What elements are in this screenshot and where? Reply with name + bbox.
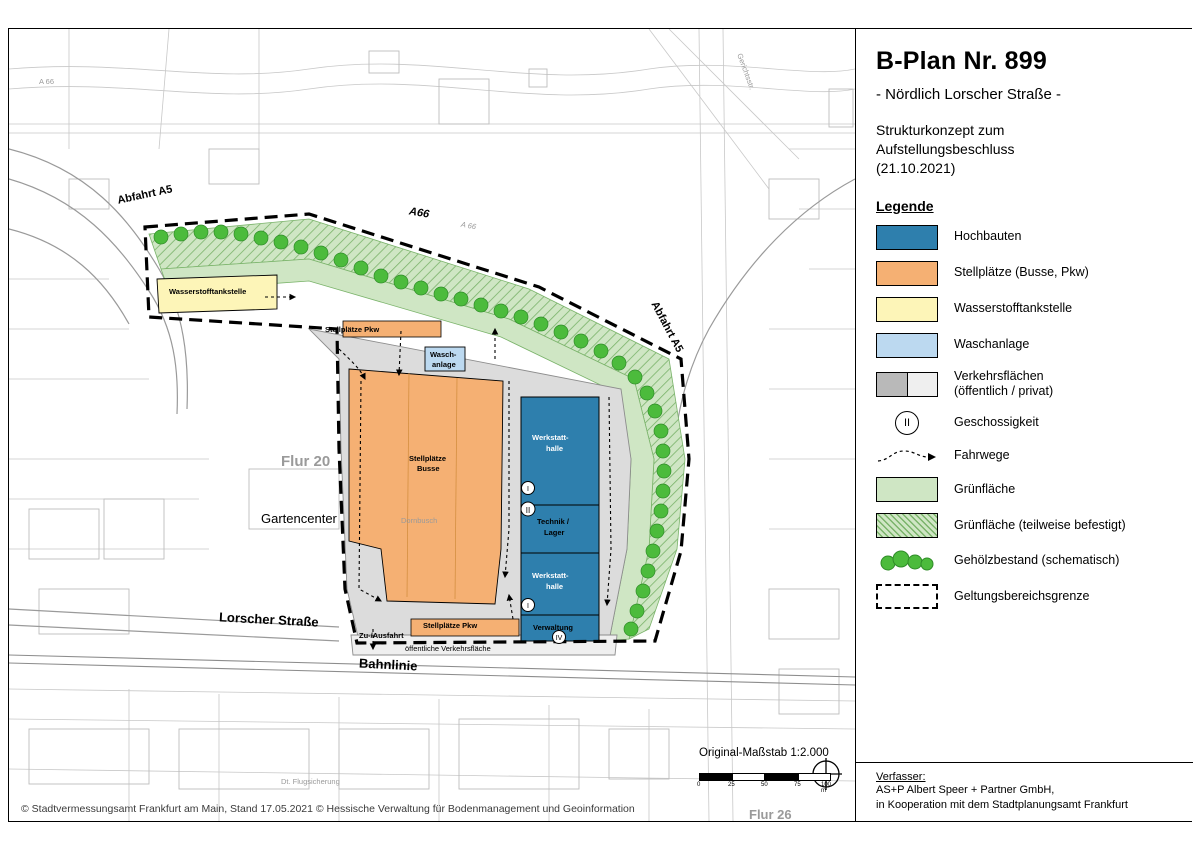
legend-label-verkehrsflaechen: Verkehrsflächen xyxy=(954,368,1044,383)
legend-symbol-geschossigkeit xyxy=(876,411,938,435)
scale-tick-25: 25 xyxy=(728,782,735,788)
map-label-zu-ausfahrt: Zu-/Ausfahrt xyxy=(359,631,404,640)
legend-item-hochbauten xyxy=(876,225,1176,250)
map-label-gerichtsstrasse: Gerichtsstr. xyxy=(735,52,757,91)
map-label-waschanlage-1: Wasch- xyxy=(430,350,457,359)
legend-swatch-wasserstofftankstelle xyxy=(876,297,938,322)
map-label-werkstatthalle-n1: Werkstatt- xyxy=(532,433,569,442)
panel-footer xyxy=(856,762,1193,821)
map-label-dt-flugsicherung: Dt. Flugsicherung xyxy=(281,777,340,786)
legend-label-hochbauten: Hochbauten xyxy=(954,229,1022,244)
legend-label-waschanlage: Waschanlage xyxy=(954,337,1030,352)
map-label-stellplaetze-busse-1: Stellplätze xyxy=(409,454,447,463)
scale-bar-graphic xyxy=(697,773,832,794)
legend-swatch-waschanlage xyxy=(876,333,938,358)
author-label: Verfasser: xyxy=(876,771,926,784)
map-label-technik-lager-1: Technik / xyxy=(537,517,569,526)
legend-label-stellplaetze: Stellplätze (Busse, Pkw) xyxy=(954,265,1089,280)
map-label-flur-26: Flur 26 xyxy=(749,807,792,821)
route-arrow-icon xyxy=(876,446,938,466)
legend-swatch-gruenflaeche xyxy=(876,477,938,502)
legend-label-gruenflaeche-befestigt: Grünfläche (teilweise befestigt) xyxy=(954,517,1126,532)
legend-swatch-gruenflaeche-befestigt xyxy=(876,513,938,538)
tree-group-icon xyxy=(876,549,938,573)
author-line-2: in Kooperation mit dem Stadtplanungsamt Frankfurt xyxy=(876,799,1128,812)
scale-text: Original-Maßstab 1:2.000 xyxy=(699,747,829,759)
legend-label-gehoelzbestand: Gehölzbestand (schematisch) xyxy=(954,553,1120,568)
legend-item-fahrwege xyxy=(876,446,1176,466)
legend-label-fahrwege: Fahrwege xyxy=(954,448,1010,463)
scale-tick-50: 50 xyxy=(761,782,768,788)
legend-swatch-verkehrsflaechen xyxy=(876,372,938,397)
map-label-abfahrt-a5-east: Abfahrt A5 xyxy=(648,299,686,355)
scale-tick-75: 75 xyxy=(794,782,801,788)
legend-label-gruenflaeche: Grünfläche xyxy=(954,481,1016,496)
legend-symbol-gehoelzbestand xyxy=(876,549,938,573)
scale-tick-0: 0 xyxy=(697,782,701,788)
plan-frame xyxy=(8,28,1192,822)
legend-item-gruenflaeche xyxy=(876,477,1176,502)
legend-item-geltungsbereichsgrenze xyxy=(876,584,1176,609)
storey-circle-icon: II xyxy=(895,411,919,435)
map-label-werkstatthalle-s1: Werkstatt- xyxy=(532,571,569,580)
svg-text:I: I xyxy=(527,486,529,493)
map-label-werkstatthalle-s2: halle xyxy=(546,582,564,591)
legend-swatch-stellplaetze xyxy=(876,261,938,286)
map-label-technik-lager-2: Lager xyxy=(544,528,565,537)
scale-bar xyxy=(697,747,849,794)
author-line-1: AS+P Albert Speer + Partner GmbH, xyxy=(876,784,1055,797)
doc-type-line-2: Aufstellungsbeschluss xyxy=(876,140,1015,157)
map-drawing xyxy=(9,29,855,821)
map-label-stellplaetze-busse-2: Busse xyxy=(417,464,440,473)
page-subtitle: - Nördlich Lorscher Straße - xyxy=(876,86,1062,103)
legend-label-geschossigkeit: Geschossigkeit xyxy=(954,415,1039,430)
map-source-note: © Stadtvermessungsamt Frankfurt am Main, Stand 17.05.2021 © Hessische Verwaltung für Bodenmanagement und Geoinformation xyxy=(21,803,635,815)
legend-label-geltungsbereichsgrenze: Geltungsbereichsgrenze xyxy=(954,588,1090,603)
svg-text:IV: IV xyxy=(555,635,563,642)
map-label-waschanlage-2: anlage xyxy=(432,360,456,369)
legend-item-geschossigkeit xyxy=(876,411,1176,435)
legend-item-waschanlage xyxy=(876,333,1176,358)
svg-text:I: I xyxy=(527,603,529,610)
legend-item-wasserstofftankstelle xyxy=(876,297,1176,322)
map-label-stellplaetze-pkw-sued: Stellplätze Pkw xyxy=(423,621,478,630)
legend-item-gehoelzbestand xyxy=(876,549,1176,573)
map-label-lorscher-strasse: Lorscher Straße xyxy=(218,609,320,630)
map-label-oeffentliche-verkehrsflaeche: öffentliche Verkehrsfläche xyxy=(405,644,491,653)
legend-swatch-geltungsbereichsgrenze xyxy=(876,584,938,609)
svg-text:II: II xyxy=(525,506,531,515)
legend-item-gruenflaeche-befestigt xyxy=(876,513,1176,538)
legend-heading: Legende xyxy=(876,197,934,214)
map-label-a66-small: A 66 xyxy=(460,219,477,232)
legend-panel xyxy=(855,29,1192,821)
map-label-verwaltung: Verwaltung xyxy=(533,623,574,632)
map-label-werkstatthalle-n2: halle xyxy=(546,444,564,453)
page-title: B-Plan Nr. 899 xyxy=(876,47,1047,75)
scale-tick-100: 100 m xyxy=(821,782,832,794)
doc-type-line-1: Strukturkonzept zum xyxy=(876,122,1005,138)
map-label-gartencenter: Gartencenter xyxy=(261,511,337,526)
legend-swatch-hochbauten xyxy=(876,225,938,250)
doc-date-line: (21.10.2021) xyxy=(876,159,956,176)
map-label-stellplaetze-pkw-nord: Stellplätze Pkw xyxy=(325,325,380,334)
map-label-abfahrt-a5-west: Abfahrt A5 xyxy=(116,183,174,207)
map-label-a66-north: A 66 xyxy=(39,77,55,86)
legend-item-verkehrsflaechen xyxy=(876,369,1176,400)
map-label-wasserstofftankstelle: Wasserstofftankstelle xyxy=(169,287,247,296)
legend-label-wasserstofftankstelle: Wasserstofftankstelle xyxy=(954,301,1073,316)
map-label-a66: A66 xyxy=(408,205,431,221)
legend-symbol-fahrwege xyxy=(876,446,938,466)
map-area[interactable] xyxy=(9,29,855,821)
map-label-bahnlinie: Bahnlinie xyxy=(358,655,418,674)
map-label-flur-20: Flur 20 xyxy=(281,453,331,470)
legend-label-verkehrsflaechen-sub: (öffentlich / privat) xyxy=(954,384,1054,399)
map-label-dornbusch: Dornbusch xyxy=(401,516,438,525)
legend-item-stellplaetze xyxy=(876,261,1176,286)
